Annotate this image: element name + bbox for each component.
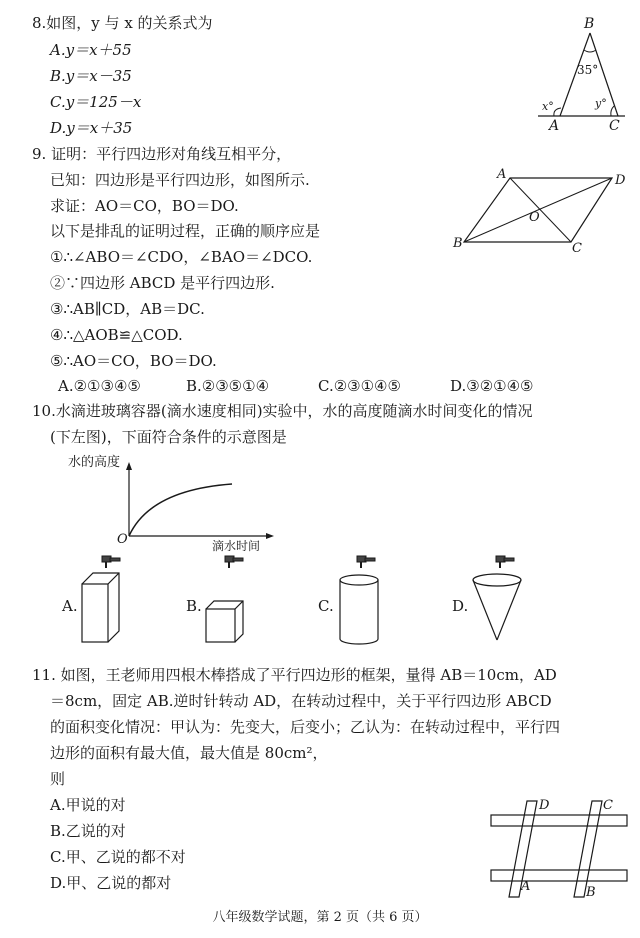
q10-x-axis-label: 滴水时间 [212, 539, 261, 553]
q9-step-3: ③∴AB∥CD，AB＝DC. [50, 300, 205, 318]
q8-option-c: C.y＝125－x [50, 93, 142, 111]
q8-label-b: B [584, 16, 595, 32]
q8-label-a: A [549, 118, 560, 134]
q8-label-c: C [609, 118, 620, 134]
q11-label-a: A [521, 879, 531, 894]
q11-stem-line5: 则 [50, 770, 66, 788]
q9-label-a: A [497, 167, 507, 182]
q11-option-c: C.甲、乙说的都不对 [50, 848, 186, 866]
q9-step-5: ⑤∴AO＝CO，BO＝DO. [50, 352, 217, 370]
q10-origin-label: O [117, 532, 128, 547]
q8-label-angle-x: x° [542, 100, 554, 113]
q9-label-b: B [453, 236, 463, 251]
q11-stem-line2: ＝8cm，固定 AB.逆时针转动 AD，在转动过程中，关于平行四边形 ABCD [50, 692, 552, 710]
q11-option-b: B.乙说的对 [50, 822, 126, 840]
q11-stem-line1: 11. 如图，王老师用四根木棒搭成了平行四边形的框架，量得 AB＝10cm，AD [32, 666, 557, 684]
q9-step-1: ①∴∠ABO＝∠CDO，∠BAO＝∠DCO. [50, 248, 313, 266]
q11-option-a: A.甲说的对 [50, 796, 126, 814]
q11-label-d: D [539, 798, 550, 813]
q9-option-c: C.②③①④⑤ [318, 377, 401, 395]
q11-stem-line3: 的面积变化情况：甲认为：先变大，后变小；乙认为：在转动过程中，平行四 [50, 718, 561, 736]
page-footer: 八年级数学试题，第 2 页（共 6 页） [212, 910, 428, 925]
q8-option-d: D.y＝x＋35 [50, 119, 133, 137]
q9-step-2: ②∵四边形 ABCD 是平行四边形. [50, 274, 275, 292]
q9-prove: 求证：AO＝CO，BO＝DO. [50, 197, 239, 215]
q10-y-axis-label: 水的高度 [68, 455, 121, 470]
q10-option-d: D. [452, 597, 469, 615]
q8-option-b: B.y＝x－35 [50, 67, 132, 85]
q11-stem-line4: 边形的面积有最大值，最大值是 80cm²， [50, 744, 328, 762]
q9-label-d: D [615, 173, 626, 188]
q9-given: 已知：四边形是平行四边形，如图所示. [50, 171, 310, 189]
q8-label-angle-y: y° [595, 97, 607, 110]
q11-label-b: B [586, 885, 596, 900]
q11-option-d: D.甲、乙说的都对 [50, 874, 172, 892]
q8-label-angle-b: 35° [577, 63, 599, 77]
q11-label-c: C [603, 798, 613, 813]
q10-option-c: C. [318, 597, 334, 615]
q10-option-b: B. [186, 597, 202, 615]
q9-option-d: D.③②①④⑤ [450, 377, 534, 395]
q10-stem-line1: 10.水滴进玻璃容器(滴水速度相同)实验中，水的高度随滴水时间变化的情况 [32, 402, 533, 420]
q9-stem: 9. 证明：平行四边形对角线互相平分， [32, 145, 292, 163]
q10-stem-line2: (下左图)，下面符合条件的示意图是 [50, 428, 287, 446]
q9-label-c: C [572, 241, 582, 256]
q9-step-4: ④∴△AOB≌△COD. [50, 326, 183, 344]
q9-label-o: O [529, 210, 540, 225]
q10-option-a: A. [62, 597, 78, 615]
q8-stem: 8.如图，y 与 x 的关系式为 [32, 14, 213, 32]
q8-option-a: A.y＝x＋55 [50, 41, 132, 59]
q9-option-a: A.②①③④⑤ [58, 377, 141, 395]
q9-option-b: B.②③⑤①④ [186, 377, 270, 395]
q9-intro: 以下是排乱的证明过程，正确的顺序应是 [50, 222, 321, 240]
